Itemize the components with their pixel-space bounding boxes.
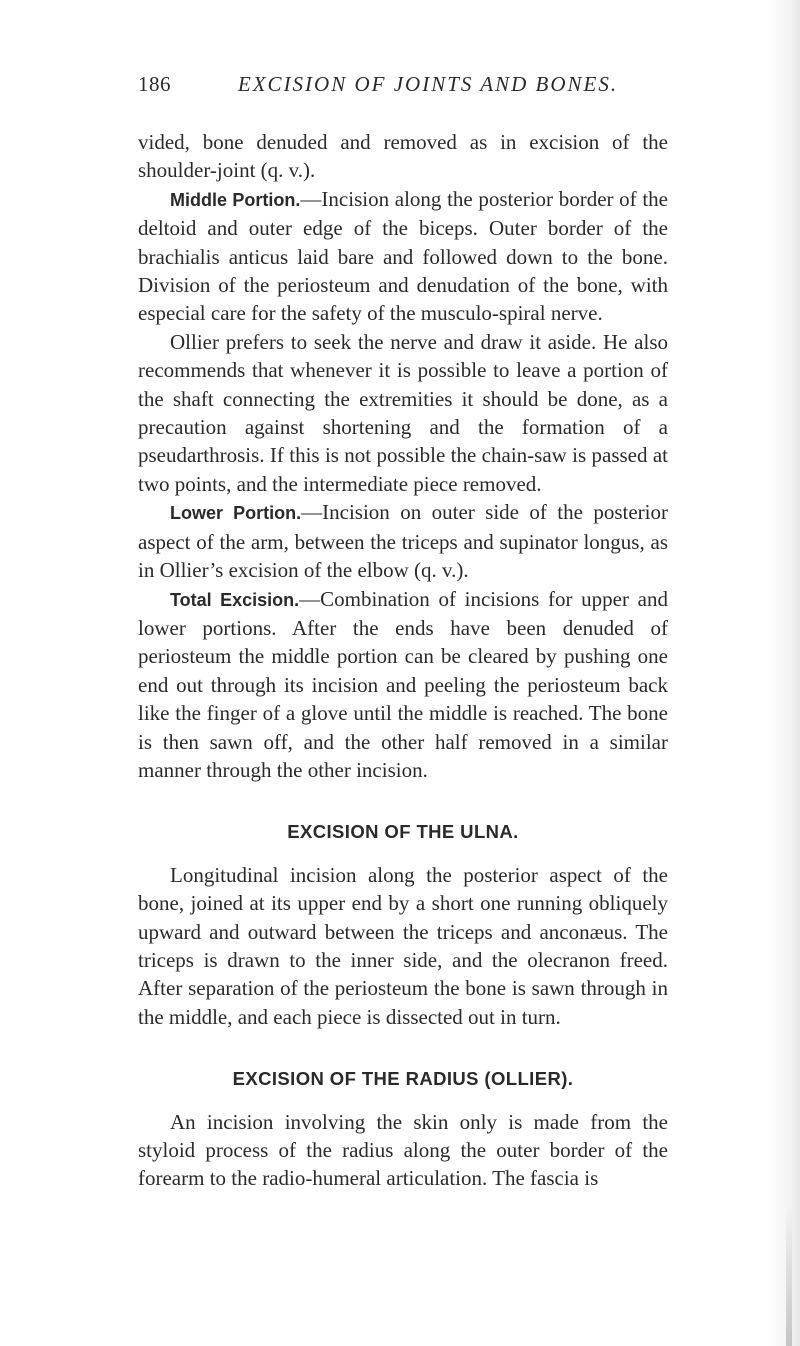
paragraph-middle-portion [138, 185, 668, 328]
body-text [138, 128, 668, 1193]
run-in-heading: Lower Portion. [170, 503, 302, 524]
paragraph-ulna [138, 861, 668, 1031]
paragraph-text: vided, bone denuded and removed as in excision of the shoulder-joint (q. v.). [138, 130, 668, 183]
page-edge-shadow [786, 1206, 792, 1346]
page-number: 186 [138, 72, 171, 96]
section-heading-ulna: EXCISION OF THE ULNA. [287, 821, 519, 843]
paragraph-total-excision [138, 585, 668, 785]
paragraph-text: —Combination of incisions for upper and lower portions. After the ends have been denuded of periosteum the middle portion can be cleared by pushing one end out through its incision and peeling the periosteum back like the finger of a glove until the middle is reached. The bone is then sawn off, and the other half removed in a similar manner through the other incision. [138, 586, 668, 782]
running-head: EXCISION OF JOINTS AND BONES. [237, 72, 619, 96]
paragraph-text: An incision involving the skin only is made from the styloid process of the radius along the outer border of the forearm to the radio-humeral articulation. The fascia is [138, 1109, 668, 1191]
paragraph-continuation [138, 128, 668, 185]
run-in-heading: Middle Portion. [170, 189, 301, 210]
paragraph-ollier [138, 328, 668, 498]
paragraph-text: —Incision along the posterior border of the deltoid and outer edge of the biceps. Outer border of the brachialis anticus laid bare and followed down to the bone. Division of the periosteum and denudation of the bone, with especial care for the safety of the musculo-spiral nerve. [138, 186, 668, 326]
paragraph-text: Ollier prefers to seek the nerve and draw it aside. He also recommends that whenever it is possible to leave a portion of the shaft connecting the extremities it should be done, as a precaution against shortening and the formation of a pseudarthrosis. If this is not possible the chain-saw is passed at two points, and the intermediate piece removed. [138, 329, 668, 496]
section-heading-radius: EXCISION OF THE RADIUS (OLLIER). [232, 1068, 574, 1090]
page-header [138, 72, 668, 112]
paragraph-text: Longitudinal incision along the posterior aspect of the bone, joined at its upper end by a short one running obliquely upward and outward between the triceps and anconæus. The triceps is drawn to the inner side, and the olecranon freed. After separation of the periosteum the bone is sawn through in the middle, and each piece is dissected out in turn. [138, 862, 668, 1029]
paragraph-lower-portion [138, 498, 668, 584]
run-in-heading: Total Excision. [170, 589, 300, 610]
paragraph-text: —Incision on outer side of the posterior aspect of the arm, between the triceps and supinator longus, as in Ollier’s excision of the elbow (q. v.). [138, 500, 668, 583]
paragraph-radius [138, 1108, 668, 1193]
